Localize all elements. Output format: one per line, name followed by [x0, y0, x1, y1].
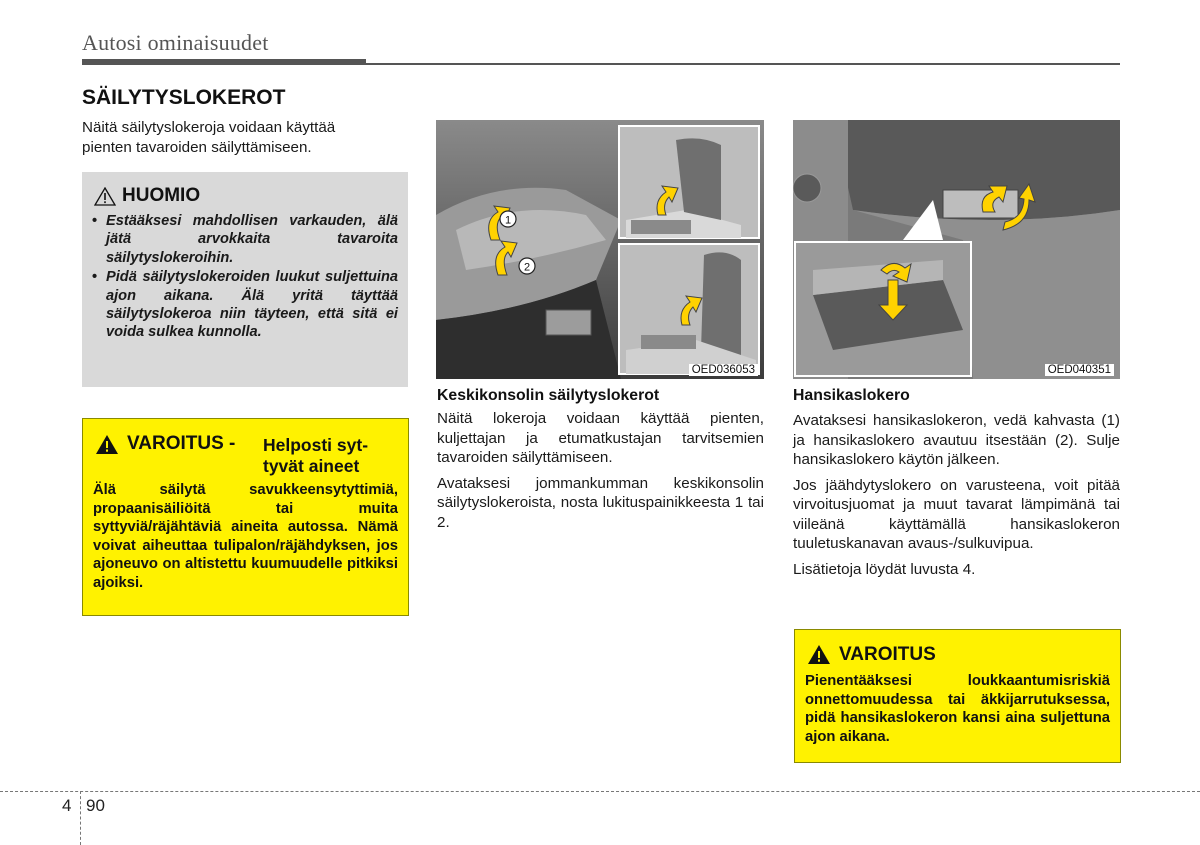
intro-line-1: Näitä säilytyslokeroja voidaan käyttää	[82, 119, 336, 136]
caution-item-2: • Pidä säilytyslokeroiden luukut suljettuina ajon aikana. Älä yritä täyttää säilytyslokeroa niin täyteen, että sitä ei voida sulkea kunnolla.	[92, 268, 398, 342]
warning-triangle-icon	[95, 434, 119, 455]
header-rule-thin	[366, 63, 1120, 65]
warning2-body: Pienentääksesi loukkaantumisriskiä onnettomuudessa tai äkkijarrutuksessa, pidä hansikaslokeron kansi aina suljettuna ajon aikana.	[805, 673, 1110, 745]
figure1-code: OED036053	[689, 364, 758, 376]
warning-box-glove-box	[794, 629, 1121, 763]
running-header: Autosi ominaisuudet	[82, 30, 269, 55]
glove-box-text	[793, 411, 1120, 585]
warning1-heading	[95, 433, 235, 455]
warning1-title: VAROITUS -	[127, 433, 236, 454]
glove-box-p2: Jos jäähdytyslokero on varusteena, voit pitää virvoitusjuomat ja muut tavarat lämpimänä tai viileänä käyttämällä hansikaslokeron tuuletuskanavan avaus-/sulkuvipua.	[793, 476, 1120, 552]
warning1-subtitle	[263, 435, 368, 477]
center-console-p2: Avataksesi jommankumman keskikonsolin säilytyslokeroista, nosta lukituspainikkeesta 1 tai 2.	[437, 474, 764, 531]
warning2-title: VAROITUS	[839, 644, 936, 665]
warning2-heading	[807, 644, 936, 666]
intro-line-2: pienten tavaroiden säilyttämiseen.	[82, 138, 312, 156]
callout-1-label: 1	[504, 214, 512, 227]
figure2-code: OED040351	[1045, 364, 1114, 376]
footer-dashed-rule	[0, 791, 1200, 792]
warning1-subtitle-line2: tyvät aineet	[263, 456, 360, 476]
header-rule-thick	[82, 59, 366, 65]
caution-item-1: • Estääksesi mahdollisen varkauden, älä jätä arvokkaita tavaroita säilytyslokeroihin.	[92, 212, 398, 267]
figure-glove-box	[793, 120, 1120, 379]
callout-2-label: 2	[523, 261, 531, 274]
center-console-title: Keskikonsolin säilytyslokerot	[437, 387, 660, 404]
warning-triangle-icon	[807, 644, 831, 665]
glove-box-illustration	[793, 120, 1120, 379]
caution-heading	[94, 185, 200, 207]
center-console-text	[437, 409, 764, 538]
figure-center-console	[436, 120, 764, 379]
caution-title: HUOMIO	[122, 185, 201, 206]
caution-triangle-icon	[94, 187, 116, 206]
footer-vertical-dashed-rule	[80, 791, 81, 845]
warning1-body: Älä säilytä savukkeensytyttimiä, propaanisäiliöitä tai muita syttyviä/räjähtäviä aineita autossa. Nämä voivat aiheuttaa tulipalon/räjähdyksen, jos ajoneuvo on altistettu kuumuudelle pitkiksi ajoiksi.	[93, 482, 398, 591]
glove-box-title: Hansikaslokero	[793, 387, 910, 404]
intro-text	[82, 118, 408, 157]
center-console-illustration	[436, 120, 764, 379]
page-number: 90	[86, 796, 105, 815]
glove-box-p3: Lisätietoja löydät luvusta 4.	[793, 560, 976, 578]
warning-box-flammables	[82, 418, 409, 616]
chapter-number: 4	[62, 796, 72, 815]
center-console-p1: Näitä lokeroja voidaan käyttää pienten, kuljettajan ja etumatkustajan tarvitsemien tavaroiden säilyttämiseen.	[437, 410, 764, 466]
warning1-subtitle-line1: Helposti syt-	[263, 435, 369, 455]
glove-box-p1: Avataksesi hansikaslokeron, vedä kahvasta (1) ja hansikaslokero avautuu itsestään (2). Sulje hansikaslokero käytön jälkeen.	[793, 412, 1120, 468]
section-title: SÄILYTYSLOKEROT	[82, 86, 286, 109]
caution-list	[92, 212, 398, 343]
